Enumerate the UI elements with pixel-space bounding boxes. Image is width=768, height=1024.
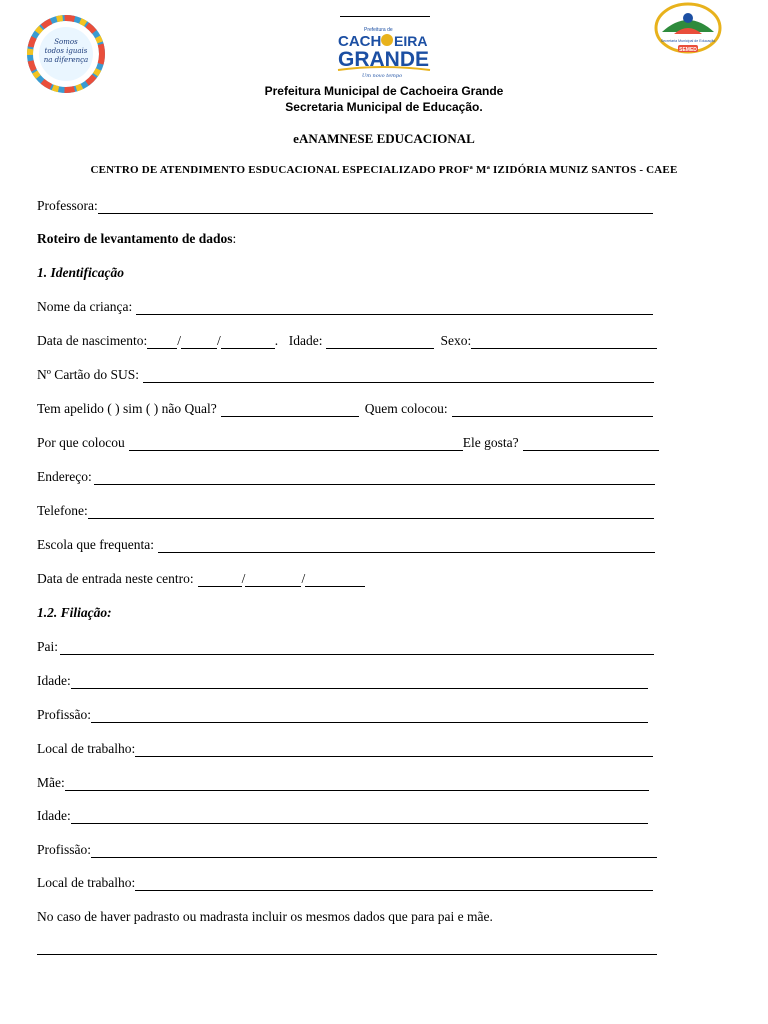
svg-text:GRANDE: GRANDE [338,48,430,71]
entrada-year-line[interactable] [305,573,365,587]
notes-line[interactable] [37,954,657,955]
escola-row [37,535,655,553]
porque-line[interactable] [129,437,463,451]
telefone-label: Telefone: [37,503,88,518]
svg-text:Secretaria Municipal de Educaç: Secretaria Municipal de Educação [660,39,716,43]
roteiro-text: Roteiro de levantamento de dados [37,231,233,246]
mae-local-line[interactable] [135,877,653,891]
semed-logo [654,2,722,56]
nascimento-label: Data de nascimento: [37,333,148,348]
entrada-label: Data de entrada neste centro: [37,571,194,586]
mae-local-label: Local de trabalho: [37,875,136,890]
pai-profissao-label: Profissão: [37,707,91,722]
endereco-line[interactable] [94,471,655,485]
porque-label: Por que colocou [37,435,125,450]
pai-profissao-line[interactable] [91,709,648,723]
birth-day-line[interactable] [147,335,177,349]
cartao-row [37,365,654,383]
pai-profissao-row [37,705,648,723]
date-slash: / [216,333,221,348]
professora-row [37,196,653,214]
pai-local-label: Local de trabalho: [37,741,136,756]
document-title: eANAMNESE EDUCACIONAL [293,131,475,146]
mae-local-row [37,873,653,891]
professora-line[interactable] [98,200,653,214]
idade-line[interactable] [326,335,434,349]
endereco-label: Endereço: [37,469,92,484]
nome-label: Nome da criança: [37,299,133,314]
sexo-label: Sexo: [440,333,472,348]
mae-idade-row [37,806,648,824]
idade-label: Idade: [288,333,323,348]
quem-label: Quem colocou: [364,401,448,416]
entrada-month-line[interactable] [245,573,301,587]
telefone-row [37,501,654,519]
mae-profissao-label: Profissão: [37,842,91,857]
section-filiacao: 1.2. Filiação: [37,605,112,620]
date-slash: / [241,571,246,586]
endereco-row [37,467,655,485]
svg-text:na diferença: na diferença [43,56,89,64]
mae-idade-label: Idade: [37,808,71,823]
pai-idade-row [37,671,648,689]
svg-text:SEMED: SEMED [679,47,697,53]
spacer: . [274,333,279,348]
entrada-day-line[interactable] [198,573,242,587]
svg-text:todos iguais: todos iguais [44,47,88,55]
porque-row [37,433,659,451]
svg-text:Somos: Somos [54,38,78,46]
sexo-line[interactable] [471,335,657,349]
mae-label: Mãe: [37,775,65,790]
mae-row [37,773,649,791]
nome-line[interactable] [136,301,653,315]
pai-idade-line[interactable] [71,675,648,689]
escola-label: Escola que frequenta: [37,537,154,552]
inclusion-logo [24,14,108,94]
apelido-row [37,399,653,417]
roteiro-colon: : [232,231,237,246]
professora-label: Professora: [37,198,98,213]
nome-row [37,297,653,315]
cartao-line[interactable] [143,369,654,383]
center-name: CENTRO DE ATENDIMENTO ESDUCACIONAL ESPECIALIZADO PROFª Mª IZIDÓRIA MUNIZ SANTOS - CAEE [90,164,678,176]
cartao-label: Nº Cartão do SUS: [37,367,140,382]
svg-text:Um novo tempo: Um novo tempo [362,73,403,79]
pai-label: Pai: [37,639,59,654]
entrada-row [37,569,365,587]
apelido-label: Tem apelido ( ) sim ( ) não Qual? [37,401,217,416]
svg-text:CACH: CACH [338,33,382,50]
date-slash: / [301,571,306,586]
quem-line[interactable] [452,403,653,417]
gosta-label: Ele gosta? [462,435,519,450]
mae-profissao-line[interactable] [91,844,657,858]
pai-idade-label: Idade: [37,673,71,688]
telefone-line[interactable] [88,505,654,519]
nascimento-row [37,331,657,349]
roteiro-heading [37,229,236,247]
padrasto-note: No caso de haver padrasto ou madrasta incluir os mesmos dados que para pai e mãe. [37,909,493,924]
gosta-line[interactable] [523,437,659,451]
cachoeira-grande-logo [332,14,436,80]
svg-text:Prefeitura de: Prefeitura de [364,27,393,33]
birth-month-line[interactable] [181,335,217,349]
mae-idade-line[interactable] [71,810,648,824]
mae-line[interactable] [65,777,649,791]
pai-row [37,637,654,655]
mae-profissao-row [37,840,657,858]
date-slash: / [177,333,181,348]
apelido-line[interactable] [221,403,359,417]
section-identificacao: 1. Identificação [37,265,124,280]
pai-local-line[interactable] [135,743,653,757]
municipality-name: Prefeitura Municipal de Cachoeira Grande [264,84,504,98]
escola-line[interactable] [158,539,655,553]
secretariat-name: Secretaria Municipal de Educação. [285,100,483,114]
svg-text:EIRA: EIRA [394,33,428,49]
pai-line[interactable] [60,641,654,655]
birth-year-line[interactable] [221,335,275,349]
pai-local-row [37,739,653,757]
